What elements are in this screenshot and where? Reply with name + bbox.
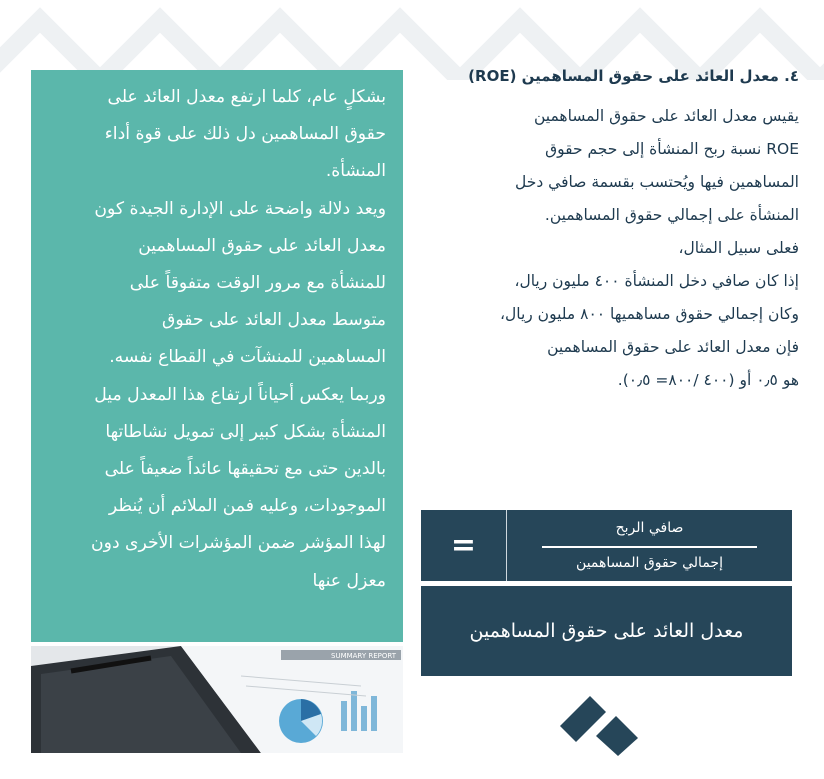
sidebar-line: المساهمين للمنشآت في القطاع نفسه. — [109, 347, 386, 368]
section-title: ٤. معدل العائد على حقوق المساهمين (ROE) — [468, 67, 799, 85]
sidebar-line: بالدين حتى مع تحقيقها عائداً ضعيفاً على — [104, 459, 386, 480]
body-line: يقيس معدل العائد على حقوق المساهمين — [534, 107, 799, 125]
equals-sign: = — [421, 510, 507, 581]
formula-box — [421, 510, 792, 581]
sidebar-line: وربما يعكس أحياناً ارتفاع هذا المعدل ميل — [94, 384, 386, 405]
sidebar-line: الموجودات، وعليه فمن الملائم أن يُنظر — [108, 496, 386, 517]
report-photo — [31, 646, 403, 753]
sidebar-line: المنشأة. — [325, 161, 386, 182]
fraction-bar — [542, 546, 757, 548]
formula-fraction — [507, 510, 792, 581]
section-body — [420, 100, 799, 397]
sidebar-line: ويعد دلالة واضحة على الإدارة الجيدة كون — [94, 198, 386, 219]
sidebar-line: حقوق المساهمين دل ذلك على قوة أداء — [104, 124, 386, 145]
body-line: وكان إجمالي حقوق مساهميها ٨٠٠ مليون ريال، — [499, 305, 799, 323]
sidebar-line: المنشأة بشكل كبير إلى تمويل نشاطاتها — [105, 421, 386, 442]
body-line: ROE نسبة ربح المنشأة إلى حجم حقوق — [545, 140, 799, 158]
body-line: هو ٠٫٥ أو (٤٠٠ /٨٠٠= ٠٫٥). — [617, 371, 799, 389]
formula-numerator: صافي الربح — [615, 520, 684, 536]
formula-denominator: إجمالي حقوق المساهمين — [576, 555, 723, 571]
report-heading: SUMMARY REPORT — [331, 652, 396, 660]
body-line: فإن معدل العائد على حقوق المساهمين — [547, 338, 799, 356]
logo-icon — [560, 690, 642, 756]
sidebar-line: للمنشأة مع مرور الوقت متفوقاً على — [129, 273, 386, 294]
main-column — [420, 60, 799, 397]
sidebar-line: لهذا المؤشر ضمن المؤشرات الأخرى دون — [91, 533, 386, 554]
sidebar-line: متوسط معدل العائد على حقوق — [162, 310, 386, 331]
formula-result-label: معدل العائد على حقوق المساهمين — [421, 586, 792, 676]
sidebar-text — [48, 79, 386, 600]
sidebar-line: معزل عنها — [312, 570, 386, 591]
sidebar-line: معدل العائد على حقوق المساهمين — [138, 235, 386, 256]
body-line: إذا كان صافي دخل المنشأة ٤٠٠ مليون ريال، — [514, 272, 799, 290]
body-line: المساهمين فيها ويُحتسب بقسمة صافي دخل — [515, 173, 799, 191]
sidebar-line: بشكلٍ عام، كلما ارتفع معدل العائد على — [107, 87, 386, 107]
body-line: فعلى سبيل المثال، — [678, 239, 799, 257]
body-line: المنشأة على إجمالي حقوق المساهمين. — [544, 206, 799, 224]
